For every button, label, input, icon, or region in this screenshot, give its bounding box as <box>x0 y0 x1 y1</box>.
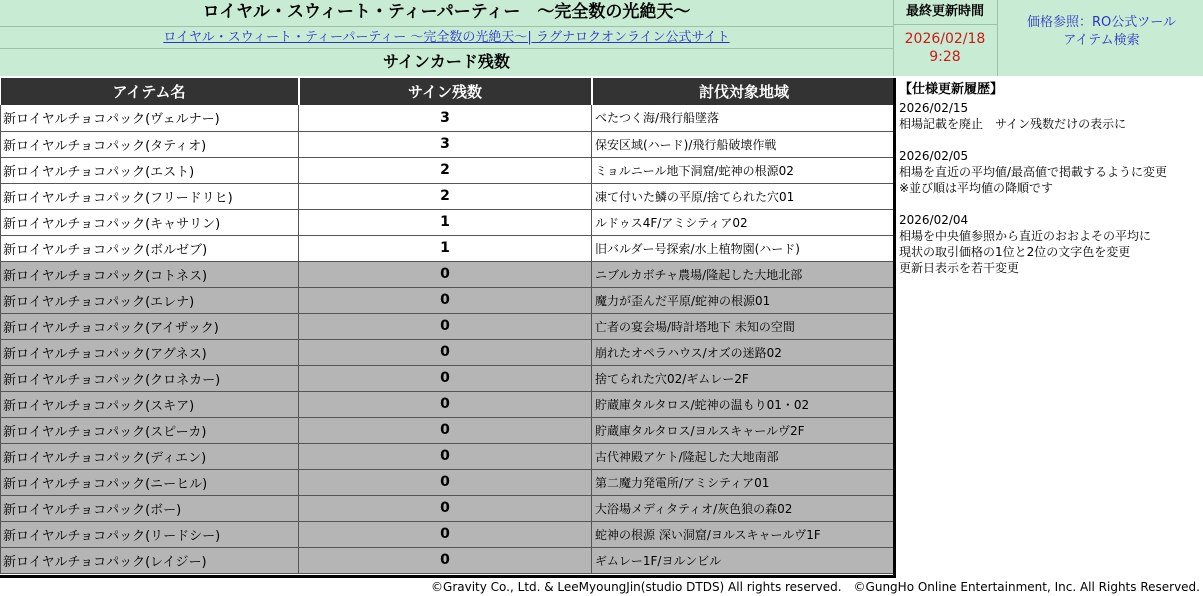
history-line: 更新日表示を若干変更 <box>899 261 1020 275</box>
column-header-item: アイテム名 <box>1 78 299 105</box>
column-header-area: 討伐対象地域 <box>592 78 896 105</box>
item-name-cell: 新ロイヤルチョコパック(アイザック) <box>1 313 299 339</box>
item-name-cell: 新ロイヤルチョコパック(ボルゼブ) <box>1 235 299 261</box>
sign-card-table <box>0 78 896 574</box>
table-row <box>1 157 896 183</box>
sign-count-cell: 0 <box>299 365 592 391</box>
item-name-cell: 新ロイヤルチョコパック(キャサリン) <box>1 209 299 235</box>
last-updated-value <box>895 30 995 66</box>
sign-count-cell: 0 <box>299 521 592 547</box>
last-updated-date: 2026/02/18 <box>904 31 986 47</box>
table-row <box>1 131 896 157</box>
table-row <box>1 105 896 131</box>
item-name-cell: 新ロイヤルチョコパック(アグネス) <box>1 339 299 365</box>
table-border <box>893 78 896 578</box>
table-row <box>1 495 896 521</box>
history-line: 相場記載を廃止 サイン残数だけの表示に <box>899 117 1127 131</box>
target-area-cell: 大浴場メディタティオ/灰色狼の森02 <box>592 495 896 521</box>
table-row <box>1 391 896 417</box>
copyright-footer: ©Gravity Co., Ltd. & LeeMyoungJin(studio DTDS) All rights reserved. ©GungHo Online Entertainment, Inc. All Rights Reserved. <box>431 580 1200 594</box>
target-area-cell: ミョルニール地下洞窟/蛇神の根源02 <box>592 157 896 183</box>
table-body <box>1 105 896 573</box>
target-area-cell: 保安区域(ハード)/飛行船破壊作戦 <box>592 131 896 157</box>
item-name-cell: 新ロイヤルチョコパック(ヴェルナー) <box>1 105 299 131</box>
item-name-cell: 新ロイヤルチョコパック(エスト) <box>1 157 299 183</box>
item-name-cell: 新ロイヤルチョコパック(タティオ) <box>1 131 299 157</box>
history-line: 相場を中央値参照から直近のおおよその平均に <box>899 229 1152 243</box>
last-updated-label: 最終更新時間 <box>905 4 984 19</box>
price-reference-line2[interactable]: アイテム検索 <box>1063 33 1140 48</box>
price-reference-link[interactable] <box>1000 14 1203 50</box>
table-header-row <box>1 78 896 105</box>
target-area-cell: ニブルカボチャ農場/隆起した大地北部 <box>592 261 896 287</box>
item-name-cell: 新ロイヤルチョコパック(スピーカ) <box>1 417 299 443</box>
update-history-panel <box>899 82 1203 292</box>
sign-count-cell: 0 <box>299 443 592 469</box>
item-name-cell: 新ロイヤルチョコパック(コトネス) <box>1 261 299 287</box>
sign-count-cell: 0 <box>299 417 592 443</box>
target-area-cell: 蛇神の根源 深い洞窟/ヨルスキャールヴ1F <box>592 521 896 547</box>
table-row <box>1 417 896 443</box>
item-name-cell: 新ロイヤルチョコパック(ニーヒル) <box>1 469 299 495</box>
sign-count-cell: 0 <box>299 287 592 313</box>
item-name-cell: 新ロイヤルチョコパック(ボー) <box>1 495 299 521</box>
item-name-cell: 新ロイヤルチョコパック(リードシー) <box>1 521 299 547</box>
target-area-cell: 第二魔力発電所/アミシティア01 <box>592 469 896 495</box>
table-row <box>1 443 896 469</box>
page-title: ロイヤル・スウィート・ティーパーティー ～完全数の光絶天～ <box>202 2 691 22</box>
sign-count-cell: 0 <box>299 547 592 573</box>
table-row <box>1 209 896 235</box>
target-area-cell: ギムレー1F/ヨルンビル <box>592 547 896 573</box>
update-history-heading: 【仕様更新履歴】 <box>899 82 1004 97</box>
target-area-cell: 亡者の宴会場/時計塔地下 未知の空間 <box>592 313 896 339</box>
table-row <box>1 365 896 391</box>
sign-count-cell: 0 <box>299 495 592 521</box>
target-area-cell: ルドゥス4F/アミシティア02 <box>592 209 896 235</box>
history-entry <box>899 100 1203 132</box>
divider <box>0 26 893 27</box>
table-row <box>1 521 896 547</box>
history-line: 相場を直近の平均値/最高値で掲載するように変更 <box>899 165 1168 179</box>
target-area-cell: 貯蔵庫タルタロス/ヨルスキャールヴ2F <box>592 417 896 443</box>
target-area-cell: 捨てられた穴02/ギムレー2F <box>592 365 896 391</box>
sign-count-cell: 2 <box>299 157 592 183</box>
sign-count-cell: 1 <box>299 235 592 261</box>
price-reference-line1[interactable]: 価格参照：RO公式ツール <box>1026 15 1176 30</box>
target-area-cell: 古代神殿アケト/隆起した大地南部 <box>592 443 896 469</box>
divider <box>893 0 894 76</box>
table-row <box>1 183 896 209</box>
item-name-cell: 新ロイヤルチョコパック(レイジー) <box>1 547 299 573</box>
page-header <box>0 0 1203 76</box>
item-name-cell: 新ロイヤルチョコパック(スキア) <box>1 391 299 417</box>
history-date: 2026/02/04 <box>899 213 969 227</box>
sign-count-cell: 2 <box>299 183 592 209</box>
divider <box>893 24 997 25</box>
sign-count-cell: 0 <box>299 261 592 287</box>
sign-count-cell: 0 <box>299 469 592 495</box>
update-history-list <box>899 100 1203 276</box>
divider <box>0 48 893 49</box>
item-name-cell: 新ロイヤルチョコパック(フリードリヒ) <box>1 183 299 209</box>
target-area-cell: 崩れたオペラハウス/オズの迷路02 <box>592 339 896 365</box>
table-row <box>1 469 896 495</box>
history-line: ※並び順は平均値の降順です <box>899 181 1054 195</box>
history-entry <box>899 212 1203 276</box>
target-area-cell: 貯蔵庫タルタロス/蛇神の温もり01・02 <box>592 391 896 417</box>
history-date: 2026/02/15 <box>899 101 969 115</box>
last-updated-time: 9:28 <box>929 49 961 65</box>
sign-count-cell: 3 <box>299 131 592 157</box>
sign-count-cell: 0 <box>299 391 592 417</box>
sign-count-cell: 0 <box>299 339 592 365</box>
target-area-cell: 魔力が歪んだ平原/蛇神の根源01 <box>592 287 896 313</box>
target-area-cell: 凍て付いた鱗の平原/捨てられた穴01 <box>592 183 896 209</box>
target-area-cell: 旧バルダー号探索/水上植物園(ハード) <box>592 235 896 261</box>
history-line: 現状の取引価格の1位と2位の文字色を変更 <box>899 245 1131 259</box>
table-row <box>1 313 896 339</box>
table-row <box>1 261 896 287</box>
column-header-count: サイン残数 <box>299 78 592 105</box>
page-subtitle: サインカード残数 <box>383 52 510 71</box>
table-row <box>1 339 896 365</box>
sign-count-cell: 0 <box>299 313 592 339</box>
target-area-cell: べたつく海/飛行船墜落 <box>592 105 896 131</box>
history-date: 2026/02/05 <box>899 149 969 163</box>
table-row <box>1 235 896 261</box>
sign-count-cell: 1 <box>299 209 592 235</box>
item-name-cell: 新ロイヤルチョコパック(クロネカー) <box>1 365 299 391</box>
item-name-cell: 新ロイヤルチョコパック(ディエン) <box>1 443 299 469</box>
table-row <box>1 547 896 573</box>
item-name-cell: 新ロイヤルチョコパック(エレナ) <box>1 287 299 313</box>
official-site-link[interactable]: ロイヤル・スウィート・ティーパーティー ～完全数の光絶天～| ラグナロクオンライン公式サイト <box>163 30 730 45</box>
history-entry <box>899 148 1203 196</box>
sign-count-cell: 3 <box>299 105 592 131</box>
divider <box>997 0 998 76</box>
table-row <box>1 287 896 313</box>
